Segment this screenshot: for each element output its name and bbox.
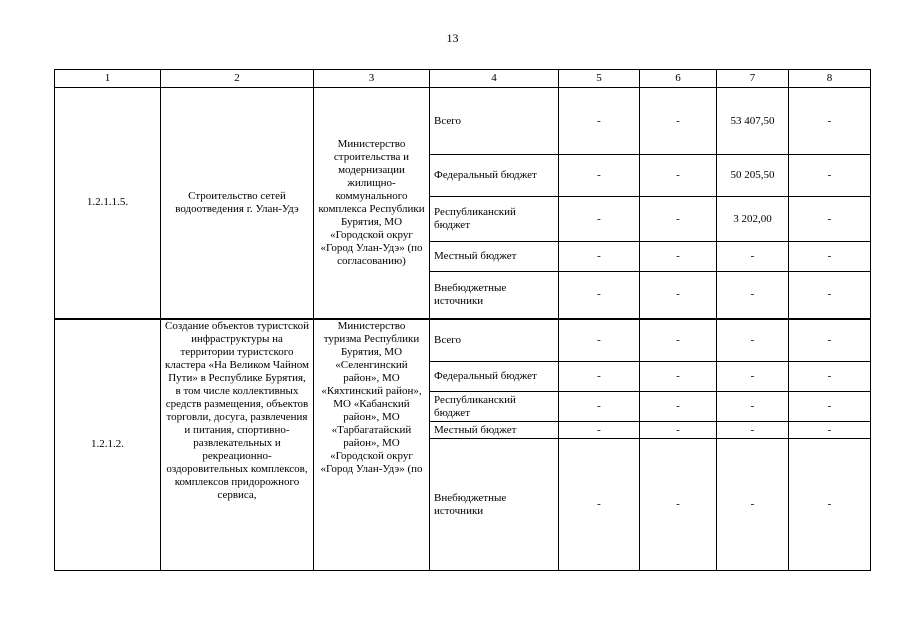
value-cell: - [559,88,640,155]
value-cell: 53 407,50 [717,88,789,155]
value-cell: - [789,362,871,392]
header-cell: 2 [161,70,314,88]
value-cell: - [640,88,717,155]
value-cell: - [559,197,640,242]
value-cell: - [559,242,640,272]
value-cell: - [559,392,640,422]
value-cell: - [789,439,871,571]
funding-source: Республиканский бюджет [430,392,559,422]
value-cell: - [717,319,789,362]
value-cell: - [559,439,640,571]
value-cell: - [789,155,871,197]
header-cell: 5 [559,70,640,88]
value-cell: - [640,155,717,197]
value-cell: - [789,242,871,272]
funding-source: Внебюджетные источники [430,439,559,571]
value-cell: - [640,439,717,571]
value-cell: - [640,422,717,439]
value-cell: 3 202,00 [717,197,789,242]
header-cell: 3 [314,70,430,88]
item-name: Создание объектов туристской инфраструктуры на территории туристского кластера «На Великом Чайном Пути» в Республике Бурятия, в том числе коллективных средств размещения, объектов торговли, досуга, развлечения и питания, спортивно-развлекательных и рекреационно-оздоровительных комплексов, комплексов придорожного сервиса, [161,319,314,571]
value-cell: - [640,242,717,272]
table-row [55,319,871,362]
value-cell: - [640,362,717,392]
page-number: 13 [446,31,459,45]
value-cell: - [717,439,789,571]
value-cell: - [559,272,640,319]
value-cell: - [789,197,871,242]
header-cell: 1 [55,70,161,88]
funding-source: Местный бюджет [430,242,559,272]
value-cell: - [717,242,789,272]
funding-source: Местный бюджет [430,422,559,439]
value-cell: - [717,392,789,422]
item-code: 1.2.1.2. [55,319,161,571]
funding-source: Федеральный бюджет [430,362,559,392]
budget-table [54,69,871,571]
header-cell: 7 [717,70,789,88]
value-cell: - [789,422,871,439]
value-cell: - [559,319,640,362]
value-cell: - [640,319,717,362]
header-cell: 8 [789,70,871,88]
item-executor: Министерство строительства и модернизации жилищно-коммунального комплекса Республики Бурятия, МО «Городской округ «Город Улан-Удэ» (по согласованию) [314,88,430,319]
header-cell: 4 [430,70,559,88]
header-row [55,70,871,88]
funding-source: Федеральный бюджет [430,155,559,197]
value-cell: - [789,319,871,362]
funding-source: Всего [430,88,559,155]
item-executor: Министерство туризма Республики Бурятия, МО «Селенгинский район», МО «Кяхтинский район», МО «Кабанский район», МО «Тарбагатайский район», МО «Городской округ «Город Улан-Удэ» (по [314,319,430,571]
value-cell: - [640,197,717,242]
value-cell: - [717,422,789,439]
value-cell: - [789,272,871,319]
funding-source: Всего [430,319,559,362]
value-cell: - [789,88,871,155]
funding-source: Внебюджетные источники [430,272,559,319]
value-cell: - [559,155,640,197]
value-cell: - [640,272,717,319]
value-cell: - [789,392,871,422]
value-cell: - [717,272,789,319]
table-row [55,88,871,155]
funding-source: Республиканский бюджет [430,197,559,242]
value-cell: - [640,392,717,422]
value-cell: 50 205,50 [717,155,789,197]
item-code: 1.2.1.1.5. [55,88,161,319]
header-cell: 6 [640,70,717,88]
value-cell: - [559,362,640,392]
value-cell: - [717,362,789,392]
value-cell: - [559,422,640,439]
item-name: Строительство сетей водоотведения г. Улан-Удэ [161,88,314,319]
